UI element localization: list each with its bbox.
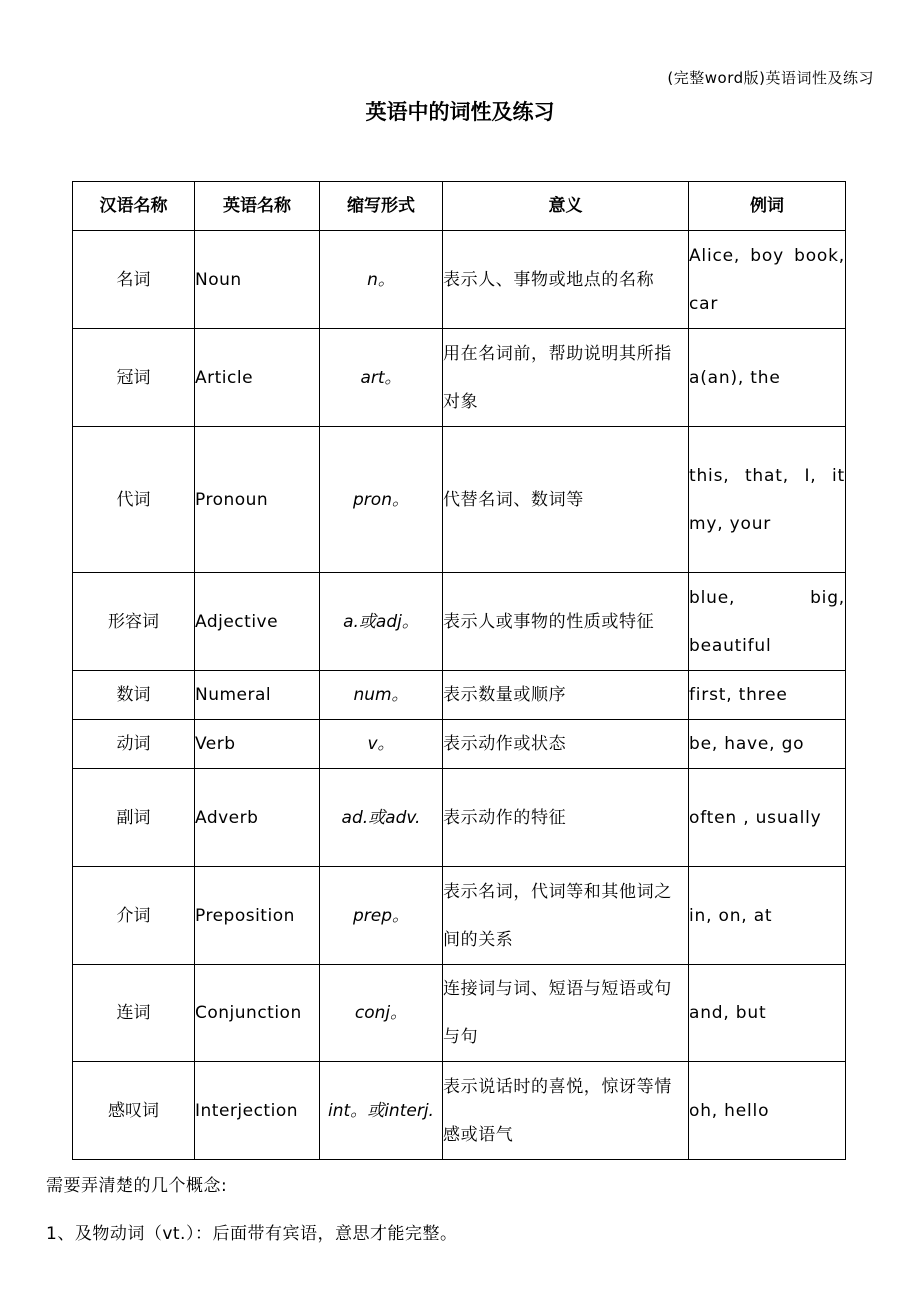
cell-abbreviation: prep。 xyxy=(320,867,443,965)
cell-english-name: Verb xyxy=(195,720,320,769)
table-row xyxy=(73,427,846,573)
cell-examples: this, that, I, it my, your xyxy=(689,427,846,573)
cell-examples: be, have, go xyxy=(689,720,846,769)
cell-chinese-name: 形容词 xyxy=(73,573,195,671)
cell-english-name: Numeral xyxy=(195,671,320,720)
cell-english-name: Conjunction xyxy=(195,965,320,1062)
cell-chinese-name: 介词 xyxy=(73,867,195,965)
table-row xyxy=(73,329,846,427)
cell-english-name: Noun xyxy=(195,231,320,329)
cell-examples: blue, big, beautiful xyxy=(689,573,846,671)
cell-examples: and, but xyxy=(689,965,846,1062)
cell-meaning: 表示说话时的喜悦，惊讶等情感或语气 xyxy=(443,1062,689,1160)
cell-meaning: 表示名词，代词等和其他词之间的关系 xyxy=(443,867,689,965)
document-title: 英语中的词性及练习 xyxy=(365,100,555,124)
header-chinese-name: 汉语名称 xyxy=(73,182,195,231)
cell-abbreviation: num。 xyxy=(320,671,443,720)
table-row xyxy=(73,720,846,769)
cell-abbreviation: ad.或adv. xyxy=(320,769,443,867)
cell-chinese-name: 副词 xyxy=(73,769,195,867)
cell-chinese-name: 感叹词 xyxy=(73,1062,195,1160)
cell-examples: a(an), the xyxy=(689,329,846,427)
header-abbreviation: 缩写形式 xyxy=(320,182,443,231)
header-note: (完整word版)英语词性及练习 xyxy=(667,69,874,87)
cell-chinese-name: 名词 xyxy=(73,231,195,329)
table-row xyxy=(73,867,846,965)
cell-meaning: 表示动作的特征 xyxy=(443,769,689,867)
cell-examples: oh, hello xyxy=(689,1062,846,1160)
cell-abbreviation: conj。 xyxy=(320,965,443,1062)
cell-chinese-name: 代词 xyxy=(73,427,195,573)
cell-abbreviation: pron。 xyxy=(320,427,443,573)
table-row xyxy=(73,1062,846,1160)
cell-meaning: 用在名词前，帮助说明其所指对象 xyxy=(443,329,689,427)
cell-abbreviation: a.或adj。 xyxy=(320,573,443,671)
cell-examples: first, three xyxy=(689,671,846,720)
table-header-row xyxy=(73,182,846,231)
cell-english-name: Article xyxy=(195,329,320,427)
cell-english-name: Preposition xyxy=(195,867,320,965)
cell-abbreviation: v。 xyxy=(320,720,443,769)
cell-english-name: Adverb xyxy=(195,769,320,867)
cell-english-name: Adjective xyxy=(195,573,320,671)
cell-english-name: Interjection xyxy=(195,1062,320,1160)
cell-meaning: 表示人、事物或地点的名称 xyxy=(443,231,689,329)
notes-heading: 需要弄清楚的几个概念: xyxy=(46,1176,228,1196)
cell-english-name: Pronoun xyxy=(195,427,320,573)
cell-examples: Alice, boy book, car xyxy=(689,231,846,329)
cell-meaning: 表示数量或顺序 xyxy=(443,671,689,720)
header-examples: 例词 xyxy=(689,182,846,231)
header-meaning: 意义 xyxy=(443,182,689,231)
note-transitive-verb: 1、及物动词（vt.）：后面带有宾语，意思才能完整。 xyxy=(46,1224,458,1244)
cell-abbreviation: int。或interj. xyxy=(320,1062,443,1160)
parts-of-speech-table xyxy=(72,181,846,1160)
cell-abbreviation: n。 xyxy=(320,231,443,329)
cell-meaning: 连接词与词、短语与短语或句与句 xyxy=(443,965,689,1062)
cell-meaning: 表示动作或状态 xyxy=(443,720,689,769)
cell-meaning: 表示人或事物的性质或特征 xyxy=(443,573,689,671)
cell-abbreviation: art。 xyxy=(320,329,443,427)
table-row xyxy=(73,573,846,671)
cell-examples: often , usually xyxy=(689,769,846,867)
table-row xyxy=(73,231,846,329)
cell-chinese-name: 动词 xyxy=(73,720,195,769)
table-row xyxy=(73,965,846,1062)
cell-chinese-name: 冠词 xyxy=(73,329,195,427)
cell-examples: in, on, at xyxy=(689,867,846,965)
cell-chinese-name: 连词 xyxy=(73,965,195,1062)
cell-meaning: 代替名词、数词等 xyxy=(443,427,689,573)
table-row xyxy=(73,671,846,720)
cell-chinese-name: 数词 xyxy=(73,671,195,720)
header-english-name: 英语名称 xyxy=(195,182,320,231)
table-row xyxy=(73,769,846,867)
